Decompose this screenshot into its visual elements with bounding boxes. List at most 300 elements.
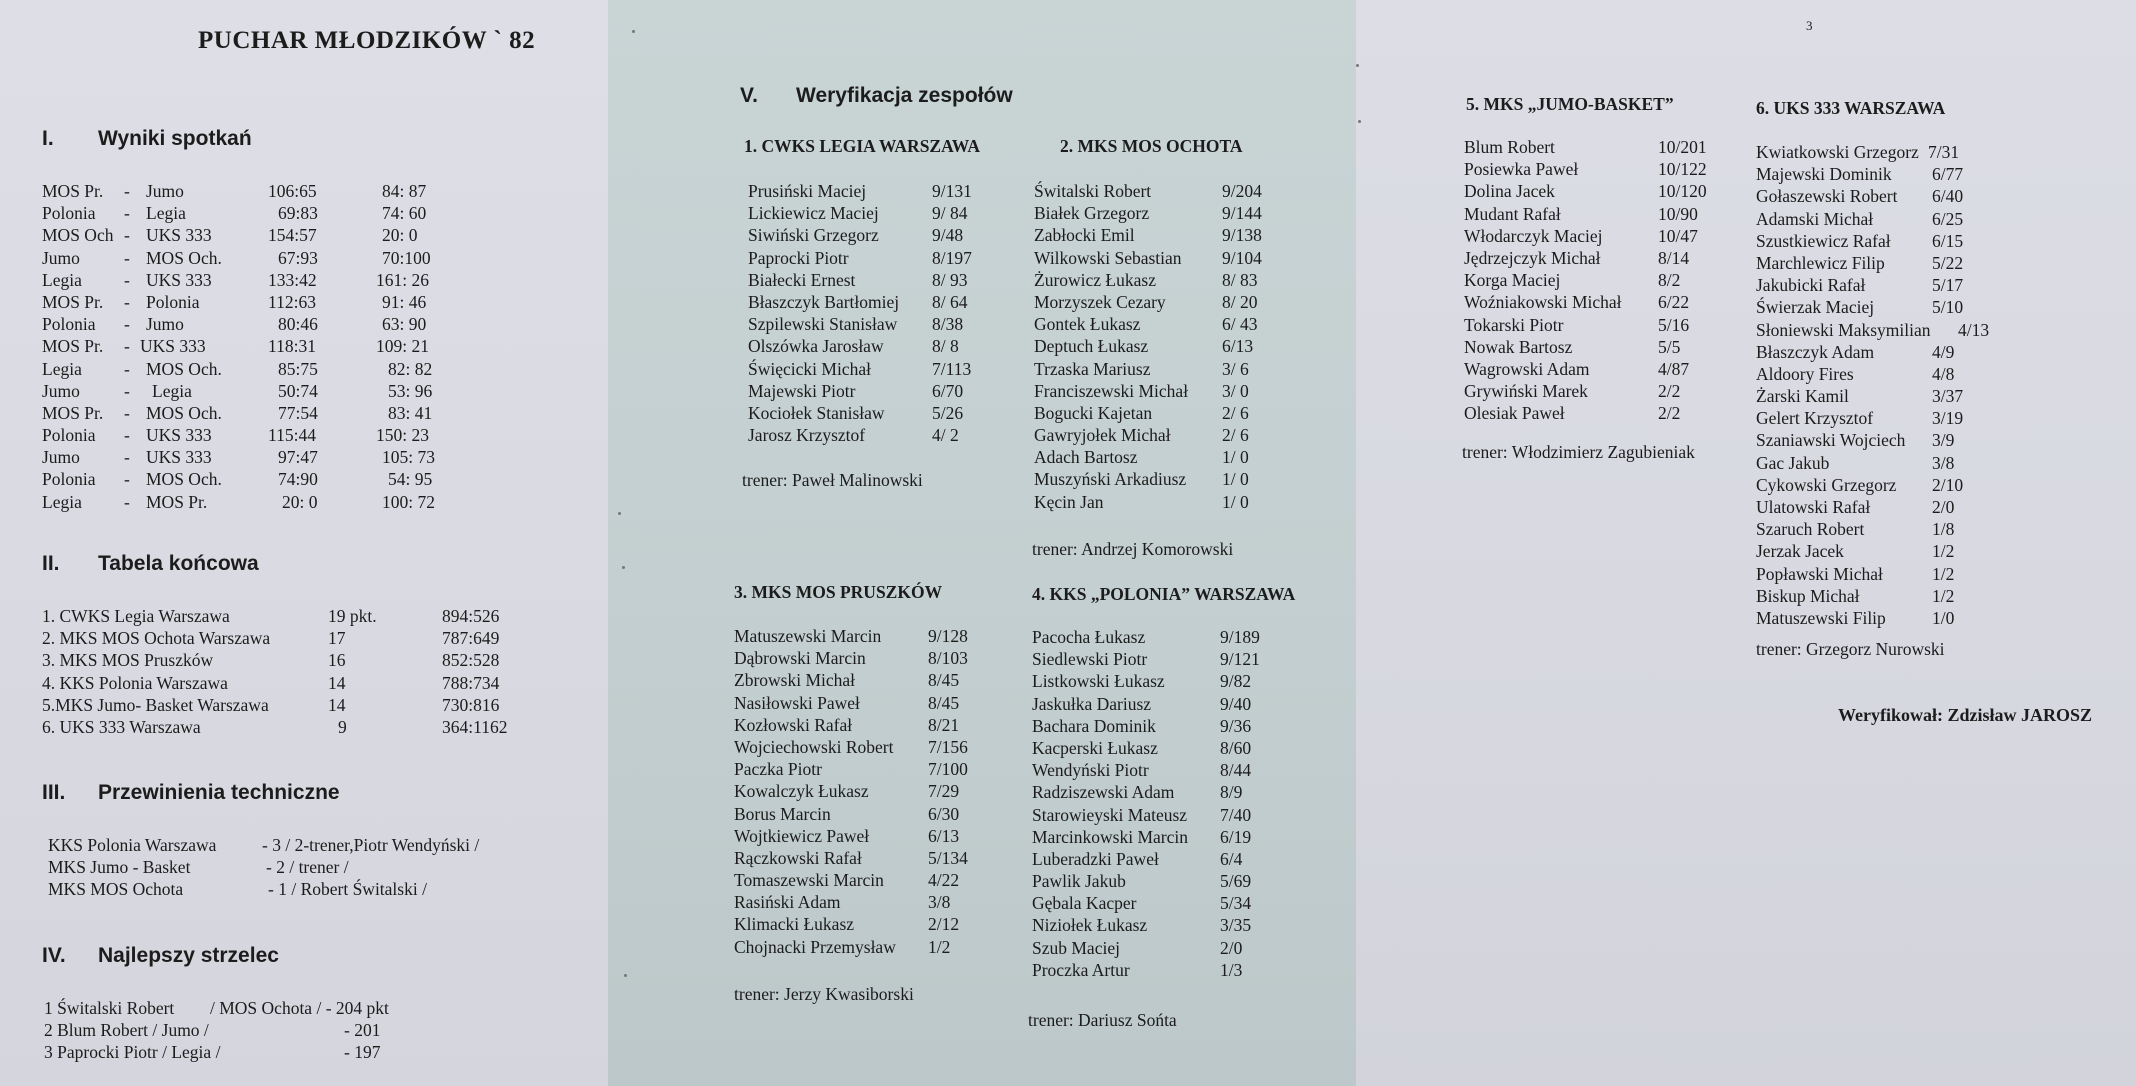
player-stats: 4/22: [928, 870, 960, 891]
player-stats: 8/ 64: [932, 291, 968, 312]
player-name: Kozłowski Rafał: [734, 714, 853, 735]
score-first: 154:57: [268, 225, 317, 246]
player-stats: 7/100: [928, 759, 968, 780]
away-team: UKS 333: [140, 336, 206, 357]
player-stats: 3/ 6: [1222, 358, 1249, 379]
separator: -: [124, 491, 130, 512]
player-points: - 201: [344, 1020, 381, 1041]
player-name: Zbrowski Michał: [734, 670, 856, 691]
score-second: 109: 21: [376, 336, 429, 357]
basket-ratio: 852:528: [442, 650, 500, 671]
away-team: MOS Pr.: [146, 491, 208, 512]
home-team: Polonia: [42, 425, 96, 446]
player-name: Szub Maciej: [1032, 937, 1120, 958]
separator: -: [124, 447, 130, 468]
player-stats: 5/22: [1932, 252, 1964, 273]
home-team: MOS Pr.: [42, 291, 104, 312]
player-row: [1464, 269, 1724, 291]
points: 19 pkt.: [328, 606, 377, 626]
player-row: [1034, 224, 1304, 246]
player-row: [734, 647, 1004, 669]
player-stats: 6/40: [1932, 186, 1964, 207]
player-row: [1756, 496, 2026, 518]
player-name: 1 Świtalski Robert: [44, 998, 175, 1018]
team-name: 6. UKS 333 Warszawa: [42, 716, 201, 737]
player-name: Bogucki Kajetan: [1034, 402, 1153, 423]
player-stats: 9/189: [1220, 627, 1260, 647]
player-stats: 3/37: [1932, 386, 1964, 407]
player-stats: 8/ 20: [1222, 291, 1258, 312]
coach: trener: Paweł Malinowski: [742, 470, 923, 490]
home-team: Jumo: [42, 447, 80, 468]
result-row: [42, 358, 562, 380]
player-stats: 3/8: [1932, 452, 1955, 473]
standings-row: [42, 716, 562, 738]
player-name: Błaszczyk Bartłomiej: [748, 291, 900, 312]
player-name: Majewski Piotr: [748, 380, 856, 401]
team-name: 5.MKS Jumo- Basket Warszawa: [42, 694, 269, 715]
player-stats: 2/0: [1932, 497, 1955, 517]
player-points: / MOS Ochota / - 204 pkt: [210, 998, 389, 1018]
player-name: Woźniakowski Michał: [1464, 292, 1622, 313]
player-stats: 6/ 43: [1222, 314, 1258, 335]
player-stats: 6/19: [1220, 826, 1252, 847]
player-stats: 3/35: [1220, 915, 1252, 936]
separator: -: [124, 314, 130, 335]
player-row: [1464, 136, 1724, 158]
result-row: [42, 380, 562, 402]
player-name: Luberadzki Paweł: [1032, 848, 1159, 869]
player-row: [1034, 180, 1304, 202]
team-title: 2. MKS MOS OCHOTA: [1060, 136, 1243, 156]
player-stats: 8/9: [1220, 782, 1243, 803]
player-name: Wilkowski Sebastian: [1034, 247, 1182, 268]
player-row: [734, 714, 1004, 736]
result-row: [42, 202, 562, 224]
result-row: [42, 313, 562, 335]
basket-ratio: 730:816: [442, 694, 500, 715]
player-stats: 4/13: [1958, 319, 1990, 340]
separator: -: [124, 291, 130, 312]
player-name: Siedlewski Piotr: [1032, 649, 1148, 670]
team-name: 3. MKS MOS Pruszków: [42, 650, 214, 671]
home-team: Polonia: [42, 469, 96, 490]
team-title: 3. MKS MOS PRUSZKÓW: [734, 582, 943, 602]
player-stats: 2/2: [1658, 403, 1681, 424]
player-name: Chojnacki Przemysław: [734, 936, 896, 957]
player-row: [734, 669, 1004, 691]
player-name: Listkowski Łukasz: [1032, 671, 1165, 692]
player-row: [1034, 380, 1304, 402]
player-stats: 6/13: [1222, 336, 1254, 357]
player-stats: 10/90: [1658, 203, 1698, 224]
player-stats: 8/ 8: [932, 336, 959, 357]
player-row: [1464, 291, 1724, 313]
player-row: [734, 625, 1004, 647]
standings-row: [42, 627, 562, 649]
player-row: [1756, 296, 2026, 318]
player-name: Majewski Dominik: [1756, 164, 1892, 185]
basket-ratio: 787:649: [442, 628, 500, 649]
player-row: [1464, 247, 1724, 269]
standings-row: [42, 605, 562, 627]
team-name: KKS Polonia Warszawa: [48, 835, 217, 855]
away-team: Legia: [146, 203, 186, 224]
player-stats: 9/40: [1220, 693, 1252, 714]
player-stats: 10/122: [1658, 159, 1707, 180]
score-first: 80:46: [278, 314, 318, 335]
points: 14: [328, 694, 346, 715]
player-name: Słoniewski Maksymilian: [1756, 319, 1931, 340]
player-row: [1034, 335, 1304, 357]
player-stats: 5/10: [1932, 297, 1964, 318]
player-stats: 8/45: [928, 692, 960, 713]
player-row: [1034, 247, 1304, 269]
player-name: Wendyński Piotr: [1032, 760, 1149, 781]
away-team: Polonia: [146, 291, 200, 312]
player-stats: 3/8: [928, 892, 951, 913]
separator: -: [124, 225, 130, 246]
player-row: [748, 380, 1018, 402]
page-left: [0, 0, 608, 1086]
basket-ratio: 894:526: [442, 606, 500, 626]
player-row: [1034, 269, 1304, 291]
player-row: [1032, 848, 1302, 870]
basket-ratio: 364:1162: [442, 716, 508, 737]
player-name: Lickiewicz Maciej: [748, 203, 879, 224]
score-first: 106:65: [268, 181, 317, 201]
player-stats: 1/ 0: [1222, 447, 1249, 468]
player-stats: 6/15: [1932, 230, 1964, 251]
player-row: [734, 780, 1004, 802]
player-row: [734, 825, 1004, 847]
player-stats: 9/82: [1220, 671, 1252, 692]
player-stats: 5/26: [932, 402, 964, 423]
player-stats: 8/45: [928, 670, 960, 691]
player-name: Borus Marcin: [734, 803, 831, 824]
result-row: [42, 491, 562, 513]
player-row: [1032, 826, 1302, 848]
player-name: Popławski Michał: [1756, 563, 1883, 584]
player-name: Żarski Kamil: [1756, 386, 1849, 407]
foul-row: [48, 834, 588, 856]
home-team: MOS Och: [42, 225, 114, 246]
player-name: Cykowski Grzegorz: [1756, 474, 1897, 495]
away-team: UKS 333: [146, 425, 212, 446]
scorer-row: [44, 1019, 584, 1041]
player-name: Gac Jakub: [1756, 452, 1830, 473]
section-top-scorer-heading: [42, 944, 279, 968]
player-stats: 9/144: [1222, 203, 1262, 224]
player-row: [1464, 358, 1724, 380]
player-row: [1464, 225, 1724, 247]
team-title: 6. UKS 333 WARSZAWA: [1756, 98, 1946, 118]
player-row: [1034, 491, 1304, 513]
separator: -: [124, 247, 130, 268]
player-stats: 7/40: [1220, 804, 1252, 825]
result-row: [42, 424, 562, 446]
separator: -: [124, 469, 130, 490]
player-stats: 6/77: [1932, 164, 1964, 185]
score-first: 112:63: [268, 291, 316, 312]
player-name: Muszyński Arkadiusz: [1034, 469, 1187, 490]
player-row: [1756, 341, 2026, 363]
player-name: Franciszewski Michał: [1034, 380, 1189, 401]
player-row: [748, 335, 1018, 357]
separator: -: [124, 336, 130, 357]
player-stats: 1/3: [1220, 959, 1243, 980]
player-row: [1032, 670, 1302, 692]
result-row: [42, 446, 562, 468]
player-stats: 8/14: [1658, 247, 1690, 268]
player-stats: 1/2: [1932, 585, 1955, 606]
player-stats: 5/17: [1932, 275, 1964, 296]
page-middle: [608, 0, 1356, 1086]
score-first: 69:83: [278, 203, 318, 224]
player-name: Siwiński Grzegorz: [748, 225, 879, 246]
player-stats: 9/ 84: [932, 203, 968, 224]
player-stats: 6/25: [1932, 208, 1964, 229]
player-stats: 7/113: [932, 358, 972, 379]
results-list: [42, 180, 562, 513]
foul-row: [48, 856, 588, 878]
player-stats: 8/2: [1658, 270, 1681, 291]
scorer-row: [44, 1041, 584, 1063]
player-row: [1464, 203, 1724, 225]
player-name: Blum Robert: [1464, 137, 1555, 157]
player-name: Gelert Krzysztof: [1756, 408, 1874, 429]
player-stats: 3/19: [1932, 408, 1964, 429]
player-stats: 8/44: [1220, 760, 1252, 781]
player-stats: 5/16: [1658, 314, 1690, 335]
home-team: Jumo: [42, 380, 80, 401]
player-stats: 9/104: [1222, 247, 1262, 268]
player-stats: 4/87: [1658, 358, 1690, 379]
player-stats: 6/4: [1220, 848, 1243, 869]
separator: -: [124, 380, 130, 401]
player-row: [734, 869, 1004, 891]
player-stats: 2/0: [1220, 937, 1243, 958]
player-row: [748, 313, 1018, 335]
player-stats: 4/8: [1932, 363, 1955, 384]
away-team: UKS 333: [146, 269, 212, 290]
player-name: Błaszczyk Adam: [1756, 341, 1875, 362]
player-name: Morzyszek Cezary: [1034, 291, 1166, 312]
player-row: [748, 202, 1018, 224]
player-stats: 2/10: [1932, 474, 1964, 495]
player-row: [734, 803, 1004, 825]
player-name: Nowak Bartosz: [1464, 336, 1573, 357]
result-row: [42, 180, 562, 202]
player-row: [1032, 648, 1302, 670]
player-row: [734, 891, 1004, 913]
section-title: Tabela końcowa: [98, 552, 259, 575]
player-row: [1464, 314, 1724, 336]
player-name: Gontek Łukasz: [1034, 314, 1141, 335]
player-row: [1756, 208, 2026, 230]
section-title: Weryfikacja zespołów: [796, 84, 1013, 107]
score-second: 100: 72: [382, 491, 435, 512]
player-stats: 2/ 6: [1222, 425, 1249, 446]
player-stats: 6/30: [928, 803, 960, 824]
section-number: V.: [740, 84, 758, 107]
score-second: 83: 41: [388, 402, 433, 423]
player-row: [1034, 313, 1304, 335]
score-first: 77:54: [278, 402, 318, 423]
standings-table: [42, 605, 562, 738]
top-scorers-list: [44, 997, 584, 1064]
score-first: 50:74: [278, 380, 318, 401]
section-standings-heading: [42, 552, 259, 576]
player-name: Wagrowski Adam: [1464, 358, 1590, 379]
player-row: [1756, 407, 2026, 429]
player-row: [1034, 402, 1304, 424]
score-first: 97:47: [278, 447, 318, 468]
player-row: [748, 291, 1018, 313]
away-team: Jumo: [146, 314, 184, 335]
player-name: Kowalczyk Łukasz: [734, 781, 869, 802]
player-name: Białecki Ernest: [748, 269, 856, 290]
player-stats: 4/ 2: [932, 425, 959, 446]
result-row: [42, 224, 562, 246]
player-row: [1032, 626, 1302, 648]
player-row: [1464, 180, 1724, 202]
player-row: [1034, 202, 1304, 224]
player-name: Włodarczyk Maciej: [1464, 225, 1603, 246]
verified-by: Weryfikował: Zdzisław JAROSZ: [1838, 705, 2093, 725]
player-row: [734, 936, 1004, 958]
player-name: Jerzak Jacek: [1756, 541, 1844, 562]
player-stats: 9/36: [1220, 715, 1252, 736]
player-row: [1756, 163, 2026, 185]
player-stats: 9/121: [1220, 649, 1260, 670]
player-name: Jędrzejczyk Michał: [1464, 247, 1601, 268]
team-title: 4. KKS „POLONIA” WARSZAWA: [1032, 584, 1296, 604]
score-second: 70:100: [382, 247, 431, 268]
player-stats: 7/156: [928, 736, 968, 757]
player-row: [1756, 230, 2026, 252]
player-row: [1756, 429, 2026, 451]
score-second: 161: 26: [376, 269, 429, 290]
player-row: [1032, 804, 1302, 826]
player-name: 2 Blum Robert / Jumo /: [44, 1020, 209, 1041]
player-name: Klimacki Łukasz: [734, 914, 855, 935]
section-title: Przewinienia techniczne: [98, 781, 340, 804]
player-row: [1032, 759, 1302, 781]
player-name: Marcinkowski Marcin: [1032, 826, 1189, 847]
team-title: 5. MKS „JUMO-BASKET”: [1466, 94, 1674, 114]
player-name: Szaniawski Wojciech: [1756, 430, 1906, 451]
player-name: 3 Paprocki Piotr / Legia /: [44, 1042, 221, 1063]
score-second: 63: 90: [382, 314, 427, 335]
player-name: Tomaszewski Marcin: [734, 870, 884, 891]
player-name: Jakubicki Rafał: [1756, 275, 1866, 296]
player-name: Pacocha Łukasz: [1032, 627, 1146, 647]
coach: trener: Jerzy Kwasiborski: [734, 984, 914, 1004]
player-row: [1756, 518, 2026, 540]
player-name: Białek Grzegorz: [1034, 203, 1150, 224]
score-second: 91: 46: [382, 291, 427, 312]
player-row: [1756, 452, 2026, 474]
score-first: 74:90: [278, 469, 318, 490]
player-name: Tokarski Piotr: [1464, 314, 1564, 335]
player-row: [1032, 693, 1302, 715]
player-name: Prusiński Maciej: [748, 181, 867, 201]
player-name: Szustkiewicz Rafał: [1756, 230, 1891, 251]
player-row: [1034, 291, 1304, 313]
player-name: Adamski Michał: [1756, 208, 1874, 229]
player-row: [1032, 737, 1302, 759]
player-row: [1032, 870, 1302, 892]
player-name: Trzaska Mariusz: [1034, 358, 1151, 379]
player-stats: 9/131: [932, 181, 972, 201]
player-name: Matuszewski Marcin: [734, 626, 882, 646]
player-name: Rączkowski Rafał: [734, 847, 862, 868]
player-name: Jarosz Krzysztof: [748, 425, 866, 446]
roster-pruszkow: [734, 625, 1004, 958]
player-stats: 7/29: [928, 781, 960, 802]
result-row: [42, 247, 562, 269]
score-first: 67:93: [278, 247, 318, 268]
player-name: Wojciechowski Robert: [734, 736, 894, 757]
player-name: Grywiński Marek: [1464, 381, 1588, 402]
section-title: Wyniki spotkań: [98, 127, 252, 150]
player-row: [1032, 715, 1302, 737]
player-row: [1756, 274, 2026, 296]
foul-note: - 2 / trener /: [266, 857, 349, 878]
player-name: Zabłocki Emil: [1034, 225, 1135, 246]
player-stats: 1/ 0: [1222, 491, 1249, 512]
player-name: Gołaszewski Robert: [1756, 186, 1898, 207]
player-row: [748, 269, 1018, 291]
player-name: Pawlik Jakub: [1032, 871, 1126, 892]
player-row: [1756, 385, 2026, 407]
roster-polonia: [1032, 626, 1302, 981]
player-row: [1464, 402, 1724, 424]
home-team: Polonia: [42, 203, 96, 224]
player-row: [1464, 336, 1724, 358]
result-row: [42, 335, 562, 357]
separator: -: [124, 425, 130, 446]
team-name: MKS MOS Ochota: [48, 879, 184, 900]
player-name: Bachara Dominik: [1032, 715, 1156, 736]
section-number: III.: [42, 781, 66, 804]
separator: -: [124, 269, 130, 290]
points: 17: [328, 628, 346, 649]
player-row: [1032, 892, 1302, 914]
separator: -: [124, 358, 130, 379]
player-name: Kwiatkowski Grzegorz: [1756, 142, 1919, 162]
player-name: Szaruch Robert: [1756, 519, 1865, 540]
player-name: Kacperski Łukasz: [1032, 737, 1158, 758]
player-stats: 3/9: [1932, 430, 1955, 451]
points: 14: [328, 672, 346, 693]
player-stats: 2/2: [1658, 381, 1681, 402]
roster-legia: [748, 180, 1018, 446]
player-row: [1756, 563, 2026, 585]
player-name: Mudant Rafał: [1464, 203, 1561, 224]
player-stats: 2/ 6: [1222, 402, 1249, 423]
player-name: Święcicki Michał: [748, 358, 871, 379]
score-first: 20: 0: [282, 491, 318, 512]
player-name: Rasiński Adam: [734, 892, 841, 913]
coach: trener: Grzegorz Nurowski: [1756, 639, 1945, 659]
standings-row: [42, 649, 562, 671]
section-results-heading: [42, 127, 252, 151]
player-stats: 5/69: [1220, 871, 1252, 892]
score-first: 133:42: [268, 269, 317, 290]
home-team: Legia: [42, 269, 82, 290]
